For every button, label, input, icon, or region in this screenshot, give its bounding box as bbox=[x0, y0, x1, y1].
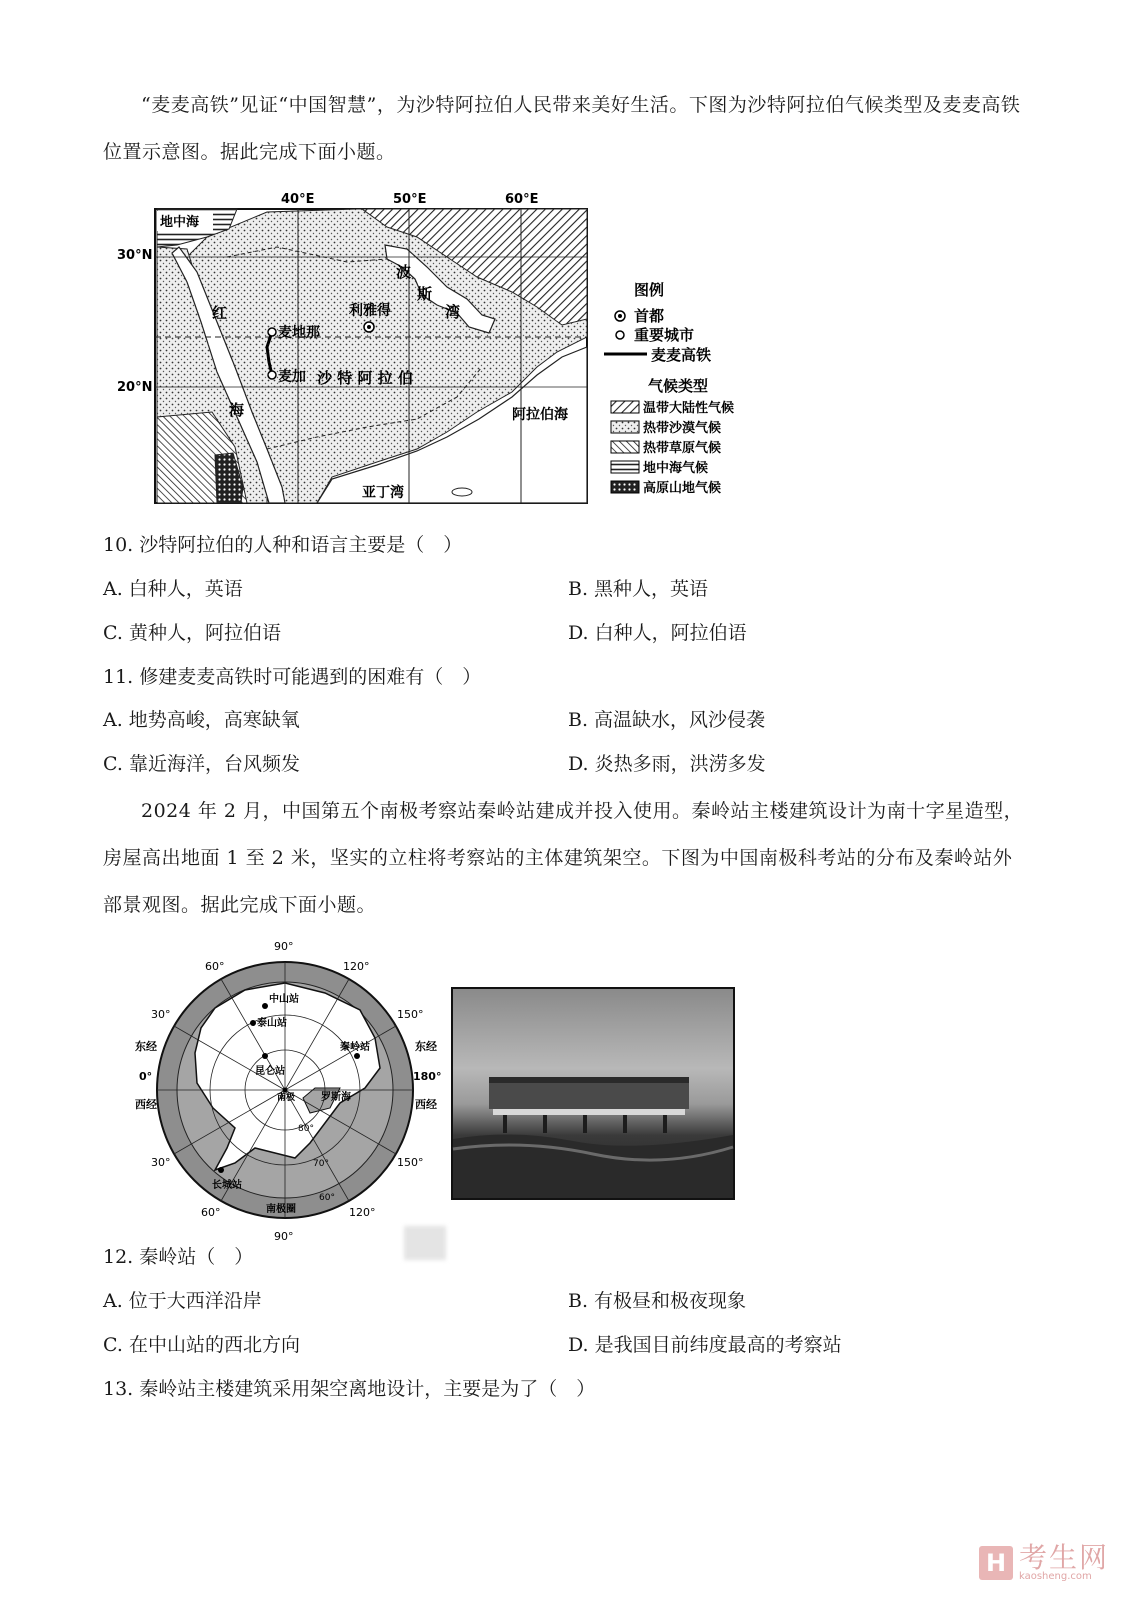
q10-option-d: D. 白种人，阿拉伯语 bbox=[568, 622, 747, 644]
legend-railway: 麦麦高铁 bbox=[651, 346, 712, 364]
label-polar-circle: 南极圈 bbox=[266, 1204, 296, 1215]
question-10: 10. 沙特阿拉伯的人种和语言主要是（ ） bbox=[103, 534, 463, 556]
map1-legend bbox=[604, 281, 734, 496]
medina-dot bbox=[268, 328, 276, 336]
label-medina: 麦地那 bbox=[278, 325, 320, 341]
legend-climate-title: 气候类型 bbox=[648, 377, 709, 395]
label-persian-1: 波 bbox=[396, 263, 412, 281]
watermark-url: kaosheng.com bbox=[1018, 1571, 1092, 1582]
label-zhongshan: 中山站 bbox=[269, 994, 299, 1005]
legend-climate-3: 热带草原气候 bbox=[643, 441, 722, 456]
east-lon-right: 东经 bbox=[415, 1040, 437, 1053]
lon-label-60: 60°E bbox=[505, 192, 539, 207]
zero-deg: 0° bbox=[139, 1070, 153, 1083]
legend-capital: 首都 bbox=[634, 307, 665, 325]
label-red-sea-1: 红 bbox=[212, 304, 228, 322]
label-changcheng: 长城站 bbox=[212, 1180, 242, 1191]
lat-70: 70° bbox=[313, 1159, 329, 1169]
label-riyadh: 利雅得 bbox=[349, 303, 391, 319]
q11-option-d: D. 炎热多雨，洪涝多发 bbox=[568, 753, 766, 775]
deg-150-top: 150° bbox=[397, 1008, 424, 1021]
lat-label-30: 30°N bbox=[117, 248, 153, 263]
deg-30-bottom: 30° bbox=[151, 1156, 171, 1169]
intro-paragraph-1: “麦麦高铁”见证“中国智慧”，为沙特阿拉伯人民带来美好生活。下图为沙特阿拉伯气候类型及麦麦高铁位置示意图。据此完成下面小题。 bbox=[103, 94, 1021, 163]
q12-option-c: C. 在中山站的西北方向 bbox=[103, 1334, 300, 1356]
q12-option-b: B. 有极昼和极夜现象 bbox=[568, 1290, 747, 1312]
label-mecca: 麦加 bbox=[278, 369, 306, 385]
mecca-dot bbox=[268, 371, 276, 379]
label-red-sea-2: 海 bbox=[229, 401, 245, 419]
redacted-patch bbox=[404, 1226, 446, 1260]
label-saudi: 沙 特 阿 拉 伯 bbox=[317, 369, 413, 387]
label-mediterranean: 地中海 bbox=[160, 215, 200, 230]
watermark-logo-icon: H bbox=[979, 1546, 1013, 1580]
west-lon-left: 西经 bbox=[135, 1098, 157, 1111]
legend-climate-1: 温带大陆性气候 bbox=[643, 401, 735, 416]
label-persian-2: 斯 bbox=[417, 285, 433, 303]
deg-60-bottom: 60° bbox=[201, 1206, 221, 1219]
q12-option-a: A. 位于大西洋沿岸 bbox=[103, 1290, 262, 1312]
east-lon-left: 东经 bbox=[135, 1040, 157, 1053]
lat-80: 80° bbox=[298, 1124, 314, 1134]
label-pole: 南极 bbox=[277, 1093, 296, 1103]
label-arabian-sea: 阿拉伯海 bbox=[512, 407, 568, 423]
lat-60: 60° bbox=[319, 1193, 335, 1203]
intro-paragraph-2: 2024 年 2 月，中国第五个南极考察站秦岭站建成并投入使用。秦岭站主楼建筑设计为南十字星造型，房屋高出地面 1 至 2 米，坚实的立柱将考察站的主体建筑架空。下图为中国南极科考站的分布及秦岭站外部景观图。据此完成下面小题。 bbox=[103, 800, 1024, 916]
deg-150-bottom: 150° bbox=[397, 1156, 424, 1169]
label-taishan: 泰山站 bbox=[257, 1018, 287, 1029]
antarctica-station-map bbox=[135, 938, 442, 1256]
deg-top-90: 90° bbox=[274, 940, 294, 953]
question-12: 12. 秦岭站（ ） bbox=[103, 1246, 254, 1268]
q10-option-a: A. 白种人，英语 bbox=[103, 578, 243, 600]
legend-title: 图例 bbox=[634, 281, 665, 299]
deg-60-top: 60° bbox=[205, 960, 225, 973]
lon-label-40: 40°E bbox=[281, 192, 315, 207]
lat-label-20: 20°N bbox=[117, 380, 153, 395]
qinling-station-photo bbox=[451, 987, 735, 1200]
q11-option-c: C. 靠近海洋，台风频发 bbox=[103, 753, 300, 775]
west-lon-right: 西经 bbox=[415, 1098, 437, 1111]
question-11: 11. 修建麦麦高铁时可能遇到的困难有（ ） bbox=[103, 666, 482, 688]
legend-climate-4: 地中海气候 bbox=[643, 461, 709, 476]
watermark bbox=[979, 1541, 1109, 1582]
watermark-name: 考生网 bbox=[1018, 1541, 1109, 1574]
q11-option-a: A. 地势高峻，高寒缺氧 bbox=[103, 709, 300, 731]
label-kunlun: 昆仑站 bbox=[255, 1066, 285, 1077]
label-ross-sea: 罗斯海 bbox=[321, 1092, 351, 1103]
deg-120-top: 120° bbox=[343, 960, 370, 973]
question-13: 13. 秦岭站主楼建筑采用架空离地设计，主要是为了（ ） bbox=[103, 1378, 596, 1400]
deg-30-top: 30° bbox=[151, 1008, 171, 1021]
legend-city: 重要城市 bbox=[634, 326, 695, 344]
lon-label-50: 50°E bbox=[393, 192, 427, 207]
label-persian-3: 湾 bbox=[445, 303, 461, 321]
deg-120-bottom: 120° bbox=[349, 1206, 376, 1219]
q12-option-d: D. 是我国目前纬度最高的考察站 bbox=[568, 1334, 842, 1356]
one-eighty: 180° bbox=[413, 1070, 442, 1083]
q10-option-b: B. 黑种人，英语 bbox=[568, 578, 709, 600]
legend-climate-2: 热带沙漠气候 bbox=[643, 421, 722, 436]
q10-option-c: C. 黄种人，阿拉伯语 bbox=[103, 622, 281, 644]
label-qinling: 秦岭站 bbox=[340, 1042, 370, 1053]
q11-option-b: B. 高温缺水，风沙侵袭 bbox=[568, 709, 766, 731]
legend-climate-5: 高原山地气候 bbox=[643, 481, 722, 496]
label-aden: 亚丁湾 bbox=[362, 485, 404, 501]
deg-bottom-90: 90° bbox=[274, 1230, 294, 1243]
saudi-climate-map bbox=[117, 187, 777, 517]
